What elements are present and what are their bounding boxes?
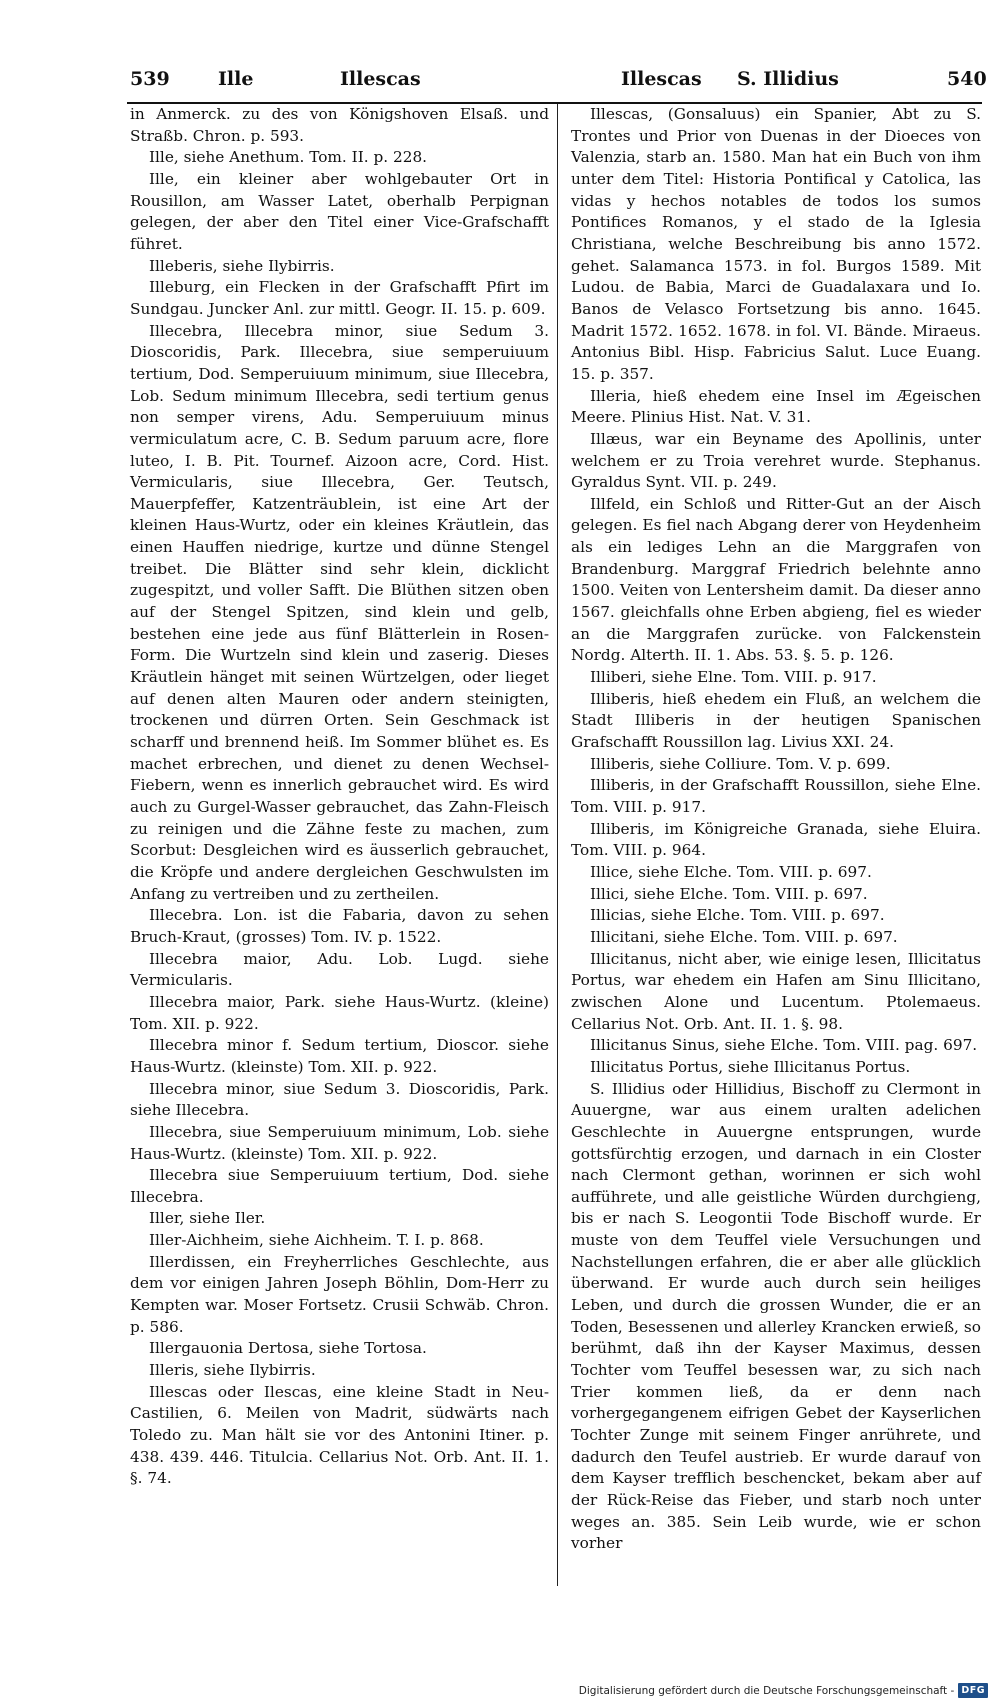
entry: Illecebra. Lon. ist die Fabaria, davon zu sehen Bruch-Kraut, (grosses) Tom. IV. p. 1522. [130, 906, 549, 946]
entry: Illecebra maior, Adu. Lob. Lugd. siehe Vermicularis. [130, 949, 549, 990]
entry: Illecebra maior, Park. siehe Haus-Wurtz. (kleine) Tom. XII. p. 922. [130, 992, 549, 1033]
entry: Illfeld, ein Schloß und Ritter-Gut an der Aisch gelegen. Es fiel nach Abgang derer von Heydenheim als ein lediges Lehn an die Marggrafen von Brandenburg. Marggraf Friedrich belehnte anno 1500. Veiten von Lentersheim damit. Da dieser anno 1567. gleichfalls ohne Erben abgieng, fiel es wieder an die Marggrafen zurücke. von Falckenstein Nordg. Alterth. II. 1. Abs. 53. §. 5. p. 126. [571, 494, 981, 665]
entry: Illeria, hieß ehedem eine Insel im Ægeischen Meere. Plinius Hist. Nat. V. 31. [571, 386, 981, 427]
entry: Illici, siehe Elche. Tom. VIII. p. 697. [590, 884, 868, 903]
entry: Illescas, (Gonsaluus) ein Spanier, Abt zu S. Trontes und Prior von Duenas in der Dioeces von Valenzia, starb an. 1580. Man hat ein Buch von ihm unter dem Titel: Historia Pontifical y Catolica, las vidas y hechos notables de todos los sumos Pontifices Romanos, y el stado de la Iglesia Christiana, welche Beschreibung bis anno 1572. gehet. Salamanca 1573. in fol. Burgos 1589. Mit Ludou. de Babia, Marci de Guadalaxara und Io. Banos de Velasco Fortsetzung bis anno. 1645. Madrit 1572. 1652. 1678. in fol. VI. Bände. Miraeus. Antonius Bibl. Hisp. Fabricius Salut. Luce Euang. 15. p. 357. [571, 105, 981, 383]
right-column [571, 104, 981, 1555]
entry: Illicias, siehe Elche. Tom. VIII. p. 697. [590, 906, 885, 925]
entry: Illiberis, im Königreiche Granada, siehe Eluira. Tom. VIII. p. 964. [571, 819, 981, 860]
entry: Iller, siehe Iler. [149, 1209, 266, 1228]
entry: Illecebra siue Semperuiuum tertium, Dod. siehe Illecebra. [130, 1166, 549, 1206]
entry: Illicitani, siehe Elche. Tom. VIII. p. 697. [590, 927, 898, 946]
entry: Illeburg, ein Flecken in der Grafschafft Pfirt im Sundgau. Juncker Anl. zur mittl. Geogr. II. 15. p. 609. [130, 278, 549, 318]
entry: Illecebra, Illecebra minor, siue Sedum 3. Dioscoridis, Park. Illecebra, siue semperuiuum tertium, Dod. Semperuiuum minimum, siue Illecebra, Lob. Sedum minimum Illecebra, sedi tertium genus non semper virens, Adu. Semperuiuum minus vermiculatum acre, C. B. Sedum paruum acre, flore luteo, I. B. Pit. Tournef. Aizoon acre, Cord. Hist. Vermicularis, siue Illecebra, Ger. Teutsch, Mauerpfeffer, Katzenträublein, ist eine Art der kleinen Haus-Wurtz, oder ein kleines Kräutlein, das einen Hauffen niedrige, kurtze und dünne Stengel treibet. Die Blätter sind sehr klein, dicklicht zugespitzt, und voller Safft. Die Blüthen sitzen oben auf der Stengel Spitzen, sind klein und gelb, bestehen eine jede aus fünf Blätterlein in Rosen-Form. Die Wurtzeln sind klein und zaserig. Dieses Kräutlein hänget mit seinen Würtzelgen, oder lieget auf denen alten Mauren oder andern steinigten, trockenen und dürren Orten. Sein Geschmack ist scharff und brennend heiß. Im Sommer blühet es. Es machet erbrechen, und dienet zu denen Wechsel-Fiebern, wenn es innerlich gebrauchet wird. Es wird auch zu Gurgel-Wasser gebrauchet, das Zahn-Fleisch zu reinigen und die Zähne feste zu machen, zum Scorbut: Desgleichen wird es äusserlich gebrauchet, die Kröpfe und andere dergleichen Geschwulsten im Anfang zu vertreiben und zu zertheilen. [130, 321, 549, 903]
left-page-number: 539 [130, 68, 170, 90]
right-page-number: 540 [947, 68, 987, 90]
column-divider [557, 104, 558, 1586]
digitization-footer [579, 1683, 988, 1698]
entry: Illiberis, siehe Colliure. Tom. V. p. 699. [590, 754, 891, 773]
entry: Illecebra minor f. Sedum tertium, Dioscor. siehe Haus-Wurtz. (kleinste) Tom. XII. p. 922. [130, 1036, 549, 1076]
entry: Illicitanus, nicht aber, wie einige lesen, Illicitatus Portus, war ehedem ein Hafen am Sinu Illicitano, zwischen Alone und Lucentum. Ptolemaeus. Cellarius Not. Orb. Ant. II. 1. §. 98. [571, 949, 981, 1033]
entry: Ille, siehe Anethum. Tom. II. p. 228. [149, 148, 428, 167]
entry: Iller-Aichheim, siehe Aichheim. T. I. p. 868. [149, 1231, 484, 1250]
entry: in Anmerck. zu des von Königshoven Elsaß. und Straßb. Chron. p. 593. [130, 105, 549, 145]
left-catchword-2: Illescas [340, 68, 421, 90]
entry: Illerdissen, ein Freyherrliches Geschlechte, aus dem vor einigen Jahren Joseph Böhlin, Dom-Herr zu Kempten war. Moser Fortsetz. Crusii Schwäb. Chron. p. 586. [130, 1252, 549, 1336]
entry: Illecebra, siue Semperuiuum minimum, Lob. siehe Haus-Wurtz. (kleinste) Tom. XII. p. 922. [130, 1122, 549, 1163]
entry: Illeris, siehe Ilybirris. [149, 1361, 316, 1380]
left-column [130, 104, 549, 1490]
right-catchword-2: S. Illidius [737, 68, 839, 90]
left-catchword-1: Ille [218, 68, 254, 90]
footer-text: Digitalisierung gefördert durch die Deutsche Forschungsgemeinschaft - [578, 1684, 955, 1697]
entry: Illiberis, hieß ehedem ein Fluß, an welchem die Stadt Illiberis in der heutigen Spanischen Grafschafft Roussillon lag. Livius XXI. 24. [571, 689, 981, 752]
entry: Illiberi, siehe Elne. Tom. VIII. p. 917. [590, 668, 877, 687]
running-header [0, 66, 1000, 100]
entry: Illice, siehe Elche. Tom. VIII. p. 697. [590, 862, 872, 881]
entry: Illicitatus Portus, siehe Illicitanus Portus. [590, 1057, 911, 1076]
entry: Illiberis, in der Grafschafft Roussillon, siehe Elne. Tom. VIII. p. 917. [571, 776, 981, 816]
right-catchword-1: Illescas [621, 68, 702, 90]
dfg-logo-icon: DFG [958, 1683, 988, 1698]
entry: Illescas oder Ilescas, eine kleine Stadt in Neu-Castilien, 6. Meilen von Madrit, südwärts nach Toledo zu. Man hält sie vor des Antonini Itiner. p. 438. 439. 446. Titulcia. Cellarius Not. Orb. Ant. II. 1. §. 74. [130, 1382, 549, 1488]
entry: Illecebra minor, siue Sedum 3. Dioscoridis, Park. siehe Illecebra. [130, 1079, 549, 1120]
entry: Illeberis, siehe Ilybirris. [149, 256, 335, 275]
entry: Illicitanus Sinus, siehe Elche. Tom. VIII. pag. 697. [590, 1036, 978, 1055]
entry: S. Illidius oder Hillidius, Bischoff zu Clermont in Auuergne, war aus einem uralten adelichen Geschlechte in Auuergne entsprungen, wurde gottsfürchtig erzogen, und darnach in ein Closter nach Clermont gethan, worinnen er sich wohl aufführete, und alle geistliche Würden durchgieng, bis er nach S. Leogontii Tode Bischoff wurde. Er muste von dem Teuffel viele Versuchungen und Nachstellungen erfahren, die er aber alle glücklich überwand. Er wurde auch durch sein heiliges Leben, und durch die grossen Wunder, die er an Toden, Besessenen und allerley Krancken erwieß, so berühmt, daß ihn der Kayser Maximus, dessen Tochter vom Teuffel besessen war, zu sich nach Trier kommen ließ, da er denn nach vorhergegangenem eifrigen Gebet der Kayserlichen Tochter Zunge mit seinem Finger anrührete, und dadurch den Teufel austrieb. Er wurde darauf von dem Kayser trefflich beschencket, bekam aber auf der Rück-Reise das Fieber, und starb noch unter weges an. 385. Sein Leib wurde, wie er schon vorher [571, 1079, 981, 1553]
entry: Illæus, war ein Beyname des Apollinis, unter welchem er zu Troia verehret wurde. Stephanus. Gyraldus Synt. VII. p. 249. [571, 429, 981, 492]
entry: Illergauonia Dertosa, siehe Tortosa. [149, 1339, 427, 1358]
entry: Ille, ein kleiner aber wohlgebauter Ort in Rousillon, am Wasser Latet, oberhalb Perpignan gelegen, der aber den Titel einer Vice-Grafschafft führet. [130, 169, 549, 253]
